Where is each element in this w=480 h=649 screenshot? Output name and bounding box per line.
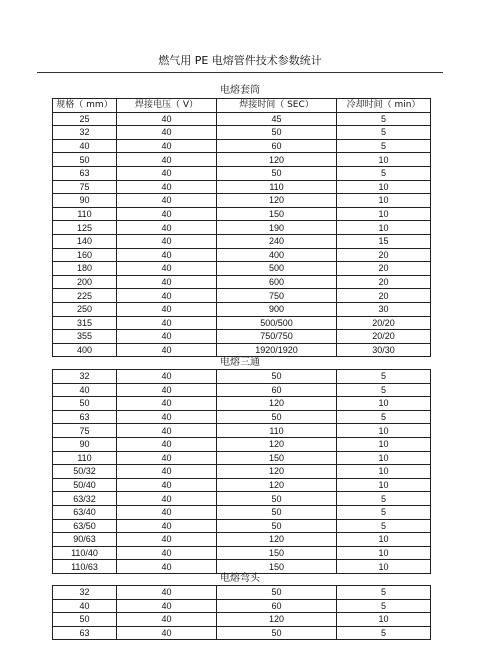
spec-cell: 50/32 [53,465,117,479]
spec-cell: 40 [53,383,117,397]
cooling-time-cell: 10 [337,451,431,465]
cooling-time-cell: 5 [337,383,431,397]
weld-time-cell: 120 [217,194,337,208]
spec-cell: 63/40 [53,505,117,519]
spec-cell: 90 [53,437,117,451]
voltage-cell: 40 [117,437,217,451]
table-row [53,234,431,248]
section-title-elbow: 电熔弯头 [220,573,260,584]
voltage-cell: 40 [117,424,217,438]
table-row [53,519,431,533]
weld-time-cell: 900 [217,302,337,316]
spec-cell: 75 [53,424,117,438]
cooling-time-cell: 10 [337,424,431,438]
voltage-cell: 40 [117,478,217,492]
table-row [53,397,431,411]
weld-time-cell: 150 [217,546,337,560]
table-row [53,626,431,640]
table-row [53,126,431,140]
voltage-cell: 40 [117,153,217,167]
voltage-cell: 40 [117,546,217,560]
weld-time-cell: 60 [217,599,337,613]
weld-time-cell: 240 [217,234,337,248]
voltage-cell: 40 [117,451,217,465]
voltage-cell: 40 [117,599,217,613]
voltage-cell: 40 [117,586,217,600]
spec-cell: 140 [53,234,117,248]
weld-time-cell: 150 [217,451,337,465]
table-row [53,546,431,560]
weld-time-cell: 750/750 [217,330,337,344]
table-row [53,112,431,126]
cooling-time-cell: 5 [337,112,431,126]
voltage-cell: 40 [117,626,217,640]
cooling-time-cell: 5 [337,505,431,519]
voltage-cell: 40 [117,316,217,330]
spec-cell: 25 [53,112,117,126]
voltage-cell: 40 [117,194,217,208]
cooling-time-cell: 5 [337,139,431,153]
weld-time-cell: 50 [217,505,337,519]
weld-time-cell: 120 [217,465,337,479]
weld-time-cell: 50 [217,586,337,600]
cooling-time-cell: 10 [337,180,431,194]
section-title-tee: 电熔三通 [220,357,260,368]
weld-time-cell: 110 [217,424,337,438]
weld-time-cell: 150 [217,207,337,221]
spec-cell: 63 [53,166,117,180]
table-row [53,586,431,600]
table-row [53,275,431,289]
weld-time-cell: 50 [217,626,337,640]
weld-time-cell: 400 [217,248,337,262]
spec-cell: 32 [53,370,117,384]
voltage-cell: 40 [117,343,217,357]
cooling-time-cell: 20 [337,289,431,303]
table-row [53,492,431,506]
cooling-time-cell: 10 [337,560,431,574]
table-row [53,343,431,357]
table-row [53,221,431,235]
header-weld-time: 焊接时间（ SEC） [217,99,337,113]
table-row [53,383,431,397]
voltage-cell: 40 [117,370,217,384]
cooling-time-cell: 10 [337,153,431,167]
spec-cell: 225 [53,289,117,303]
table-row [53,302,431,316]
table-row [53,437,431,451]
table-row [53,166,431,180]
spec-cell: 110 [53,451,117,465]
table-row [53,139,431,153]
table-row [53,613,431,627]
cooling-time-cell: 10 [337,546,431,560]
header-spec: 规格（ mm） [53,99,117,113]
cooling-time-cell: 30/30 [337,343,431,357]
weld-time-cell: 120 [217,397,337,411]
weld-time-cell: 600 [217,275,337,289]
voltage-cell: 40 [117,221,217,235]
table-row [53,451,431,465]
cooling-time-cell: 5 [337,492,431,506]
table-row [53,478,431,492]
voltage-cell: 40 [117,302,217,316]
header-cooling-time: 冷却时间（ min） [337,99,431,113]
voltage-cell: 40 [117,275,217,289]
cooling-time-cell: 10 [337,533,431,547]
spec-cell: 200 [53,275,117,289]
spec-cell: 63/50 [53,519,117,533]
voltage-cell: 40 [117,180,217,194]
spec-cell: 50/40 [53,478,117,492]
spec-cell: 40 [53,139,117,153]
cooling-time-cell: 10 [337,397,431,411]
voltage-cell: 40 [117,248,217,262]
weld-time-cell: 500/500 [217,316,337,330]
cooling-time-cell: 5 [337,410,431,424]
weld-time-cell: 500 [217,262,337,276]
weld-time-cell: 50 [217,519,337,533]
header-voltage: 焊接电压（ V） [117,99,217,113]
voltage-cell: 40 [117,289,217,303]
weld-time-cell: 50 [217,370,337,384]
table-row [53,180,431,194]
weld-time-cell: 120 [217,478,337,492]
table-row [53,330,431,344]
spec-cell: 63 [53,410,117,424]
cooling-time-cell: 20/20 [337,330,431,344]
voltage-cell: 40 [117,112,217,126]
weld-time-cell: 45 [217,112,337,126]
spec-cell: 32 [53,126,117,140]
table-row [53,316,431,330]
title-divider [37,72,443,73]
weld-time-cell: 50 [217,126,337,140]
voltage-cell: 40 [117,533,217,547]
table-row [53,153,431,167]
cooling-time-cell: 10 [337,478,431,492]
weld-time-cell: 50 [217,166,337,180]
table-row [53,289,431,303]
spec-cell: 90 [53,194,117,208]
spec-cell: 250 [53,302,117,316]
table-row [53,194,431,208]
voltage-cell: 40 [117,139,217,153]
table-row [53,465,431,479]
spec-cell: 63/32 [53,492,117,506]
spec-cell: 110/40 [53,546,117,560]
spec-cell: 110 [53,207,117,221]
voltage-cell: 40 [117,519,217,533]
cooling-time-cell: 20/20 [337,316,431,330]
voltage-cell: 40 [117,207,217,221]
voltage-cell: 40 [117,234,217,248]
table-row [53,505,431,519]
spec-cell: 315 [53,316,117,330]
weld-time-cell: 120 [217,437,337,451]
document-title: 燃气用 PE 电熔管件技术参数统计 [158,54,322,67]
weld-time-cell: 120 [217,153,337,167]
cooling-time-cell: 20 [337,248,431,262]
voltage-cell: 40 [117,397,217,411]
cooling-time-cell: 15 [337,234,431,248]
table-row [53,599,431,613]
cooling-time-cell: 10 [337,465,431,479]
table-header-row [53,99,431,113]
cooling-time-cell: 5 [337,166,431,180]
spec-cell: 50 [53,153,117,167]
table-row [53,410,431,424]
voltage-cell: 40 [117,262,217,276]
spec-cell: 50 [53,613,117,627]
cooling-time-cell: 10 [337,437,431,451]
spec-cell: 75 [53,180,117,194]
cooling-time-cell: 10 [337,221,431,235]
weld-time-cell: 1920/1920 [217,343,337,357]
spec-cell: 90/63 [53,533,117,547]
spec-cell: 50 [53,397,117,411]
spec-cell: 125 [53,221,117,235]
weld-time-cell: 750 [217,289,337,303]
table-row [53,424,431,438]
voltage-cell: 40 [117,560,217,574]
weld-time-cell: 110 [217,180,337,194]
weld-time-cell: 190 [217,221,337,235]
table-row [53,248,431,262]
cooling-time-cell: 5 [337,370,431,384]
weld-time-cell: 50 [217,410,337,424]
spec-cell: 400 [53,343,117,357]
tee-parameter-table [52,369,431,574]
weld-time-cell: 50 [217,492,337,506]
sleeve-parameter-table [52,98,431,357]
spec-cell: 110/63 [53,560,117,574]
cooling-time-cell: 30 [337,302,431,316]
cooling-time-cell: 10 [337,207,431,221]
cooling-time-cell: 5 [337,599,431,613]
voltage-cell: 40 [117,410,217,424]
voltage-cell: 40 [117,465,217,479]
table-row [53,262,431,276]
elbow-parameter-table [52,585,431,640]
voltage-cell: 40 [117,505,217,519]
spec-cell: 40 [53,599,117,613]
cooling-time-cell: 10 [337,194,431,208]
voltage-cell: 40 [117,492,217,506]
voltage-cell: 40 [117,613,217,627]
voltage-cell: 40 [117,166,217,180]
table-row [53,560,431,574]
cooling-time-cell: 5 [337,626,431,640]
cooling-time-cell: 5 [337,519,431,533]
cooling-time-cell: 20 [337,262,431,276]
cooling-time-cell: 5 [337,126,431,140]
weld-time-cell: 60 [217,383,337,397]
spec-cell: 160 [53,248,117,262]
table-row [53,207,431,221]
section-title-sleeve: 电熔套筒 [220,85,260,96]
cooling-time-cell: 20 [337,275,431,289]
cooling-time-cell: 10 [337,613,431,627]
weld-time-cell: 150 [217,560,337,574]
spec-cell: 32 [53,586,117,600]
weld-time-cell: 120 [217,613,337,627]
voltage-cell: 40 [117,383,217,397]
weld-time-cell: 60 [217,139,337,153]
spec-cell: 63 [53,626,117,640]
voltage-cell: 40 [117,330,217,344]
spec-cell: 180 [53,262,117,276]
weld-time-cell: 120 [217,533,337,547]
table-row [53,533,431,547]
cooling-time-cell: 5 [337,586,431,600]
table-row [53,370,431,384]
spec-cell: 355 [53,330,117,344]
voltage-cell: 40 [117,126,217,140]
